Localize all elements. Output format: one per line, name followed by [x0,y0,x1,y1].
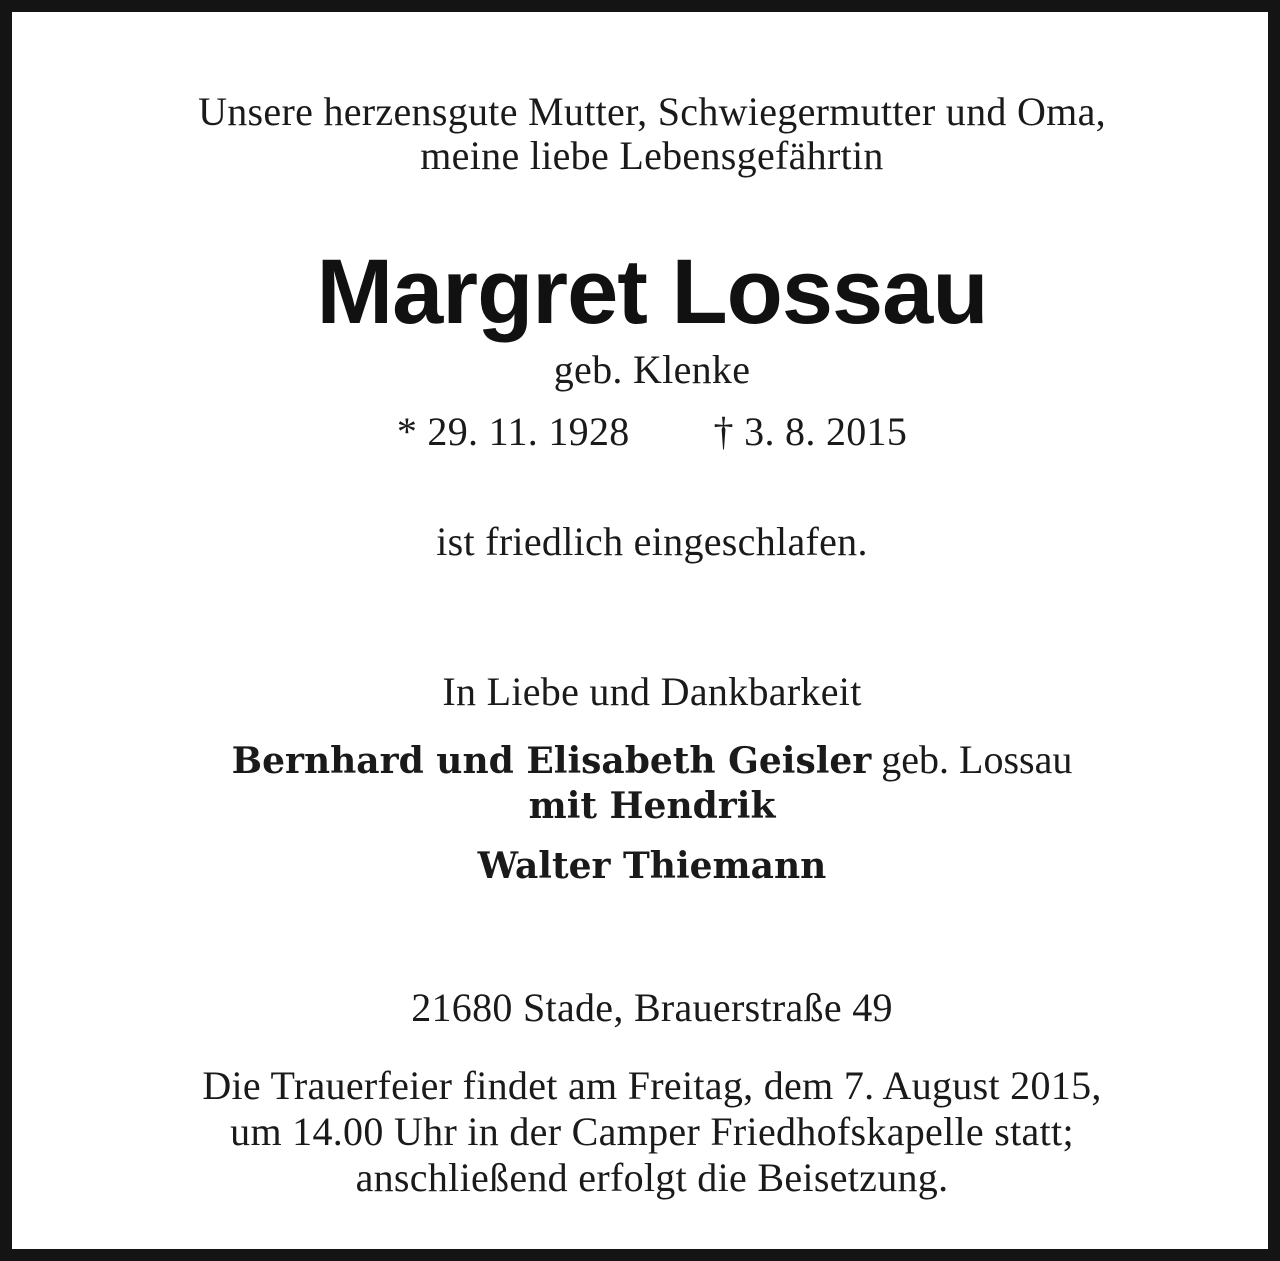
intro-line-2: meine liebe Lebensgefährtin [420,133,884,178]
maiden-name: geb. Klenke [553,347,751,392]
death-date: † 3. 8. 2015 [713,409,908,454]
life-dates [24,410,1280,454]
birth-date: * 29. 11. 1928 [396,409,630,454]
mourners-names: Bernhard und Elisabeth Geisler [231,740,872,782]
intro-line-1: Unsere herzensgute Mutter, Schwiegermutter und Oma, [198,89,1106,134]
obituary-content [24,24,1280,1261]
deceased-name: Margret Lossau [316,241,988,343]
mourners-line-3: Walter Thiemann [477,845,827,887]
address: 21680 Stade, Brauerstraße 49 [411,985,893,1030]
closing-phrase: In Liebe und Dankbarkeit [442,669,862,714]
mourners-line-2: mit Hendrik [528,785,776,827]
mourners-maiden-name: geb. Lossau [871,737,1073,782]
service-line-1: Die Trauerfeier findet am Freitag, dem 7. August 2015, [202,1063,1102,1108]
service-line-2: um 14.00 Uhr in der Camper Friedhofskapelle statt; [230,1109,1074,1154]
passing-text: ist friedlich eingeschlafen. [436,519,868,564]
mourners-line-1 [24,738,1280,783]
service-line-3: anschließend erfolgt die Beisetzung. [355,1155,949,1200]
